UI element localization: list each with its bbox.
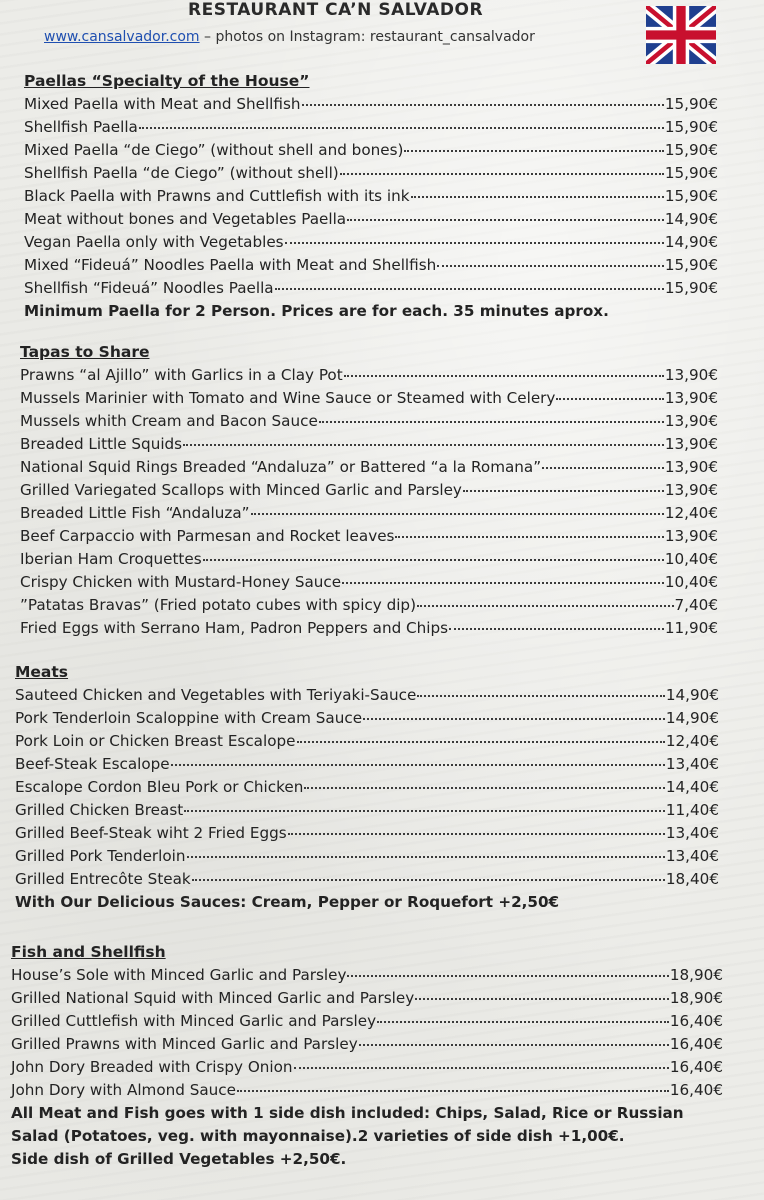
restaurant-title: RESTAURANT CA’N SALVADOR [188, 0, 484, 20]
menu-item-name: Meat without bones and Vegetables Paella [24, 210, 347, 228]
dot-leader [184, 810, 665, 812]
website-link[interactable]: www.cansalvador.com [44, 29, 200, 45]
menu-item-price: 12,40€ [665, 732, 719, 750]
menu-item-price: 14,90€ [665, 709, 719, 727]
dot-leader [347, 219, 664, 221]
menu-item [24, 277, 718, 300]
dot-leader [344, 375, 664, 377]
item-list [11, 964, 723, 1171]
menu-item-name: Grilled Entrecôte Steak [15, 870, 191, 888]
section-note: With Our Delicious Sauces: Cream, Pepper or Roquefort +2,50€ [15, 893, 560, 911]
dot-leader [340, 173, 664, 175]
menu-item-name: House’s Sole with Minced Garlic and Parsley [11, 966, 347, 984]
menu-item [11, 987, 723, 1010]
dot-leader [319, 421, 664, 423]
menu-item-name: Breaded Little Fish “Andaluza” [20, 504, 250, 522]
menu-item-name: Mussels whith Cream and Bacon Sauce [20, 412, 318, 430]
menu-item [11, 964, 723, 987]
dot-leader [415, 998, 669, 1000]
menu-item-name: John Dory with Almond Sauce [11, 1081, 237, 1099]
menu-item-price: 13,90€ [664, 366, 718, 384]
dot-leader [183, 444, 664, 446]
menu-item-price: 13,90€ [664, 458, 718, 476]
dot-leader [171, 764, 665, 766]
section-title: Meats [15, 663, 69, 681]
menu-item [15, 845, 719, 868]
section-tapas [20, 341, 718, 640]
section-paellas [24, 70, 718, 323]
menu-item-name: Mixed Paella with Meat and Shellfish [24, 95, 301, 113]
menu-item [20, 594, 718, 617]
menu-item-price: 16,40€ [669, 1058, 723, 1076]
instagram-text: – photos on Instagram: restaurant_cansalvador [199, 29, 535, 45]
dot-leader [363, 718, 665, 720]
menu-item [15, 707, 719, 730]
dot-leader [347, 975, 668, 977]
dot-leader [192, 879, 665, 881]
dot-leader [449, 628, 664, 630]
menu-item-name: Vegan Paella only with Vegetables [24, 233, 284, 251]
menu-item-name: Grilled Chicken Breast [15, 801, 184, 819]
dot-leader [404, 150, 663, 152]
menu-item-price: 11,90€ [664, 619, 718, 637]
menu-item-price: 16,40€ [669, 1081, 723, 1099]
menu-item [20, 456, 718, 479]
menu-item-price: 18,90€ [669, 966, 723, 984]
menu-item-price: 15,90€ [664, 164, 718, 182]
menu-item-name: Pork Tenderloin Scaloppine with Cream Sauce [15, 709, 363, 727]
dot-leader [302, 104, 664, 106]
menu-item [15, 684, 719, 707]
menu-item-name: Shellfish Paella [24, 118, 138, 136]
menu-item-price: 18,40€ [665, 870, 719, 888]
menu-item-name: Pork Loin or Chicken Breast Escalope [15, 732, 296, 750]
menu-item [24, 116, 718, 139]
menu-item-name: Mussels Marinier with Tomato and Wine Sauce or Steamed with Celery [20, 389, 556, 407]
menu-item-name: Iberian Ham Croquettes [20, 550, 202, 568]
menu-item-price: 11,40€ [665, 801, 719, 819]
menu-item [24, 254, 718, 277]
menu-item-name: Black Paella with Prawns and Cuttlefish with its ink [24, 187, 410, 205]
dot-leader [556, 398, 663, 400]
menu-item-price: 13,90€ [664, 481, 718, 499]
menu-item [20, 387, 718, 410]
section-note: Minimum Paella for 2 Person. Prices are for each. 35 minutes aprox. [24, 302, 609, 320]
menu-item-name: Grilled Prawns with Minced Garlic and Parsley [11, 1035, 358, 1053]
menu-item [15, 799, 719, 822]
menu-item [11, 1033, 723, 1056]
item-list [15, 684, 719, 914]
menu-item-price: 7,40€ [674, 596, 718, 614]
dot-leader [377, 1021, 669, 1023]
menu-item-price: 15,90€ [664, 279, 718, 297]
menu-item [15, 776, 719, 799]
menu-item-price: 13,40€ [665, 847, 719, 865]
menu-item-name: Breaded Little Squids [20, 435, 183, 453]
menu-item-price: 13,90€ [664, 527, 718, 545]
dot-leader [411, 196, 664, 198]
section-note: Salad (Potatoes, veg. with mayonnaise).2 varieties of side dish +1,00€. [11, 1127, 625, 1145]
menu-item-price: 16,40€ [669, 1035, 723, 1053]
menu-item-price: 15,90€ [664, 95, 718, 113]
menu-item-price: 13,90€ [664, 412, 718, 430]
section-meats [15, 661, 719, 914]
menu-item-name: Grilled Cuttlefish with Minced Garlic and Parsley [11, 1012, 377, 1030]
dot-leader [417, 695, 665, 697]
menu-item [15, 822, 719, 845]
menu-item-price: 15,90€ [664, 256, 718, 274]
menu-item [24, 162, 718, 185]
menu-item-name: Grilled Beef-Steak wiht 2 Fried Eggs [15, 824, 287, 842]
menu-item-name: Fried Eggs with Serrano Ham, Padron Peppers and Chips [20, 619, 449, 637]
menu-item-name: Mixed “Fideuá” Noodles Paella with Meat and Shellfish [24, 256, 437, 274]
menu-item [20, 617, 718, 640]
menu-item-name: Crispy Chicken with Mustard-Honey Sauce [20, 573, 342, 591]
section-note: All Meat and Fish goes with 1 side dish included: Chips, Salad, Rice or Russian [11, 1104, 684, 1122]
menu-item [20, 571, 718, 594]
menu-item [20, 433, 718, 456]
menu-item-price: 18,90€ [669, 989, 723, 1007]
menu-item [20, 502, 718, 525]
dot-leader [359, 1044, 669, 1046]
menu-item-name: Prawns “al Ajillo” with Garlics in a Clay Pot [20, 366, 343, 384]
section-note: Side dish of Grilled Vegetables +2,50€. [11, 1150, 347, 1168]
contact-line [44, 29, 535, 45]
menu-item [20, 548, 718, 571]
dot-leader [417, 605, 674, 607]
dot-leader [294, 1067, 669, 1069]
menu-item-name: Escalope Cordon Bleu Pork or Chicken [15, 778, 304, 796]
uk-flag-icon[interactable] [646, 6, 716, 64]
dot-leader [251, 513, 664, 515]
menu-item [11, 1079, 723, 1102]
item-list [20, 364, 718, 640]
menu-item-price: 15,90€ [664, 118, 718, 136]
menu-item-price: 14,90€ [664, 233, 718, 251]
menu-item-name: Shellfish “Fideuá” Noodles Paella [24, 279, 274, 297]
dot-leader [139, 127, 664, 129]
section-fish-shellfish [11, 941, 723, 1171]
menu-item-price: 13,90€ [664, 435, 718, 453]
menu-item [15, 730, 719, 753]
dot-leader [437, 265, 664, 267]
dot-leader [297, 741, 665, 743]
menu-item-name: Grilled National Squid with Minced Garlic and Parsley [11, 989, 415, 1007]
menu-item-name: Mixed Paella “de Ciego” (without shell and bones) [24, 141, 404, 159]
dot-leader [237, 1090, 669, 1092]
menu-item-price: 14,90€ [665, 686, 719, 704]
menu-item [20, 410, 718, 433]
menu-item-name: Beef-Steak Escalope [15, 755, 170, 773]
menu-item-name: Shellfish Paella “de Ciego” (without shell) [24, 164, 339, 182]
dot-leader [285, 242, 664, 244]
section-title: Fish and Shellfish [11, 943, 166, 961]
menu-item-name: John Dory Breaded with Crispy Onion [11, 1058, 293, 1076]
section-title: Tapas to Share [20, 343, 150, 361]
menu-item-price: 16,40€ [669, 1012, 723, 1030]
menu-item-price: 13,40€ [665, 824, 719, 842]
menu-item [20, 479, 718, 502]
dot-leader [304, 787, 664, 789]
menu-item [24, 93, 718, 116]
menu-item [20, 525, 718, 548]
menu-item-name: Grilled Variegated Scallops with Minced Garlic and Parsley [20, 481, 462, 499]
dot-leader [187, 856, 665, 858]
menu-item-price: 15,90€ [664, 187, 718, 205]
menu-item-name: Beef Carpaccio with Parmesan and Rocket leaves [20, 527, 395, 545]
menu-item-price: 14,40€ [665, 778, 719, 796]
menu-item-name: Sauteed Chicken and Vegetables with Teriyaki-Sauce [15, 686, 417, 704]
menu-item [20, 364, 718, 387]
section-title: Paellas “Specialty of the House” [24, 72, 310, 90]
menu-item-name: Grilled Pork Tenderloin [15, 847, 186, 865]
menu-item [11, 1056, 723, 1079]
menu-item-price: 15,90€ [664, 141, 718, 159]
menu-item-name: ”Patatas Bravas” (Fried potato cubes with spicy dip) [20, 596, 417, 614]
dot-leader [203, 559, 664, 561]
menu-item [24, 208, 718, 231]
menu-item [24, 139, 718, 162]
menu-item [11, 1010, 723, 1033]
menu-item-name: National Squid Rings Breaded “Andaluza” or Battered “a la Romana” [20, 458, 542, 476]
menu-item [15, 868, 719, 891]
dot-leader [342, 582, 664, 584]
menu-item-price: 12,40€ [664, 504, 718, 522]
dot-leader [288, 833, 665, 835]
dot-leader [463, 490, 664, 492]
menu-item-price: 13,90€ [664, 389, 718, 407]
menu-item-price: 10,40€ [664, 550, 718, 568]
dot-leader [542, 467, 664, 469]
menu-item-price: 10,40€ [664, 573, 718, 591]
dot-leader [395, 536, 663, 538]
dot-leader [275, 288, 664, 290]
menu-item [24, 185, 718, 208]
menu-item-price: 14,90€ [664, 210, 718, 228]
menu-item-price: 13,40€ [665, 755, 719, 773]
menu-item [24, 231, 718, 254]
item-list [24, 93, 718, 323]
menu-header [0, 0, 764, 60]
menu-item [15, 753, 719, 776]
